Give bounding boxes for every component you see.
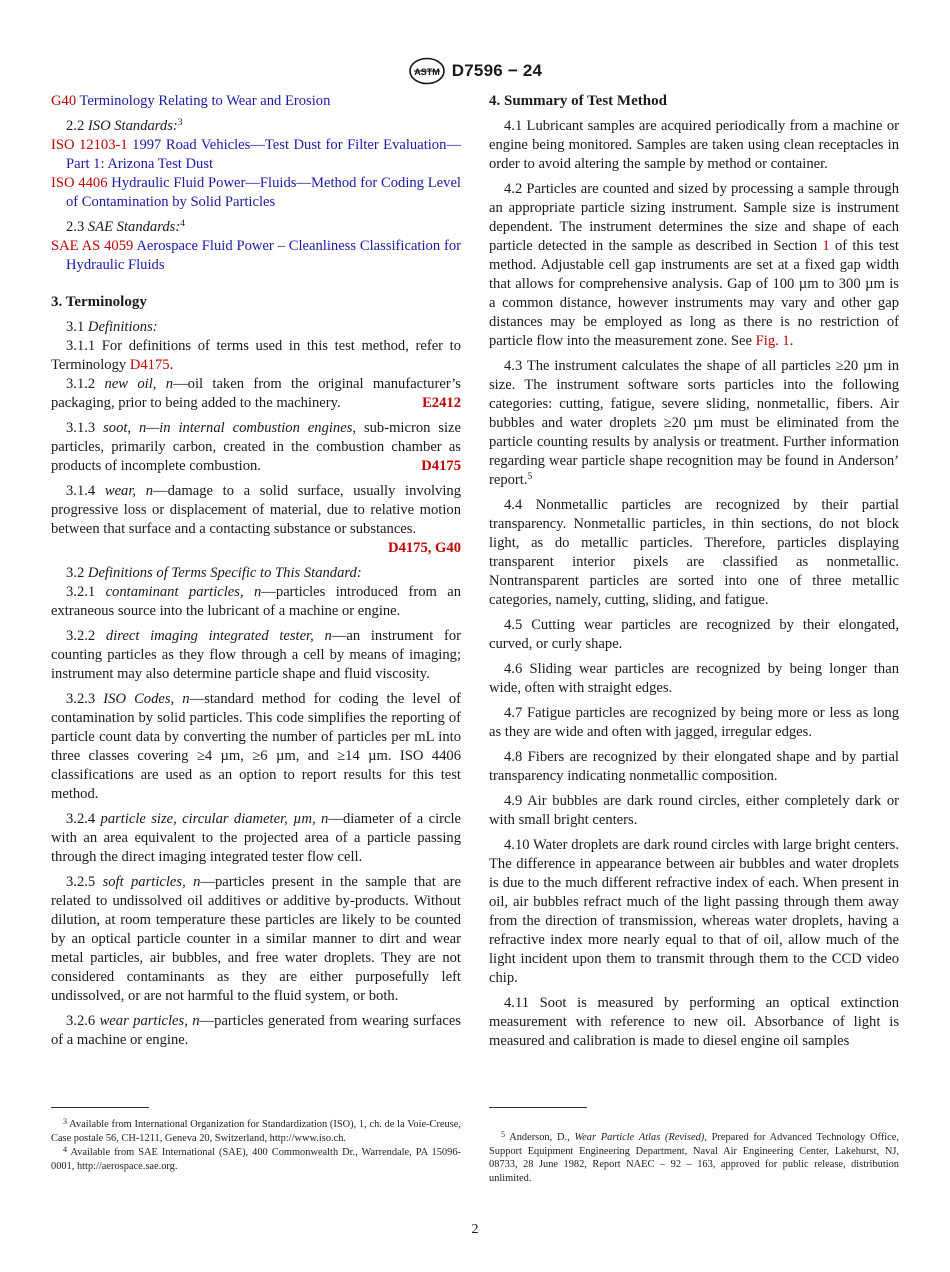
para-4-2: 4.2 Particles are counted and sized by processing a sample through an appropriate particle sizing instrument. Sample size is instrument dependent. The instrument determines the size and shape of each particle detected in the sample as described in Section 1 of this test method. Adjustable cell gap instruments are set at a fixed gap width that allows for comprehensive analysis. Gap of 100 µm to 300 µm is a common distance, however instruments may vary and other gap distances may be employed as long as there is no restriction of particle flow into the measurement zone. See Fig. 1. [489, 181, 899, 349]
footnote-3: $^3$ Available from International Organization for Standardization (ISO), 1, ch. de la Voie-Creuse, Case postale 56, CH-1211, Geneva 20, Switzerland, http://www.iso.ch. [51, 1117, 461, 1144]
para-3-1: 3.1 Definitions: [66, 319, 158, 335]
link-section-1[interactable]: 1 [822, 238, 830, 254]
source-d4175-g40[interactable]: D4175, G40 [388, 540, 461, 556]
para-4-8: 4.8 Fibers are recognized by their elongated shape and by partial transparency indicating nonmetallic composition. [489, 749, 899, 784]
para-3-1-3: 3.1.3 soot, n—in internal combustion engines, sub-micron size particles, primarily carbon, created in the combustion chamber as products of incomplete combustion. D4175 [51, 420, 461, 474]
para-4-1: 4.1 Lubricant samples are acquired periodically from a machine or engine being monitored. Samples are taken using clean receptacles in order to avoid altering the sample by method or container. [489, 118, 899, 172]
para-4-7: 4.7 Fatigue particles are recognized by being more or less as long as they are wide and often with jagged, irregular edges. [489, 705, 899, 740]
document-number: D7596 − 24 [451, 61, 543, 80]
link-d4175[interactable]: D4175 [129, 357, 170, 373]
para-3-2-2: 3.2.2 direct imaging integrated tester, n—an instrument for counting particles as they flow through a cell by means of imaging; instrument may also determine particle shape and fluid viscosity. [51, 628, 461, 682]
para-4-9: 4.9 Air bubbles are dark round circles, either completely dark or with small bright centers. [489, 793, 899, 828]
reference-iso-12103-1[interactable]: ISO 12103-1 1997 Road Vehicles—Test Dust for Filter Evaluation—Part 1: Arizona Test Dust [51, 137, 461, 172]
para-3-2-4: 3.2.4 particle size, circular diameter, µm, n—diameter of a circle with an area equivalent to the projected area of a particle passing through the direct imaging integrated tester flow cell. [51, 811, 461, 865]
sae-standards-heading: 2.3 SAE Standards:$^4$ [66, 219, 185, 235]
source-d4175[interactable]: D4175 [421, 458, 461, 474]
footnote-5: $^5$ Anderson, D., Wear Particle Atlas (Revised), Prepared for Advanced Technology Office, Support Equipment Engineering Department, Naval Air Engineering Center, Lakehurst, NJ, 08733, 28 June 1982, Report NAEC – 92 – 163, approved for public release, distribution unlimited. [489, 1130, 899, 1184]
reference-iso-4406[interactable]: ISO 4406 Hydraulic Fluid Power—Fluids—Method for Coding Level of Contamination by Solid Particles [51, 175, 461, 210]
para-3-2: 3.2 Definitions of Terms Specific to This Standard: [66, 565, 362, 581]
para-3-1-4: 3.1.4 wear, n—damage to a solid surface, usually involving progressive loss or displacement of material, due to relative motion between that surface and a contacting substance or substances. D4175, G40 [51, 483, 461, 556]
reference-sae-as-4059[interactable]: SAE AS 4059 Aerospace Fluid Power – Cleanliness Classification for Hydraulic Fluids [51, 238, 461, 273]
link-fig-1[interactable]: Fig. 1 [755, 333, 790, 349]
reference-g40[interactable]: G40 Terminology Relating to Wear and Erosion [51, 93, 331, 109]
para-4-5: 4.5 Cutting wear particles are recognized by their elongated, curved, or curly shape. [489, 617, 899, 652]
para-3-2-1: 3.2.1 contaminant particles, n—particles introduced from an extraneous source into the lubricant of a machine or engine. [51, 584, 461, 619]
footnotes-left [51, 1118, 461, 1174]
para-3-1-1: 3.1.1 For definitions of terms used in this test method, refer to Terminology D4175. [51, 338, 461, 373]
footnote-rule-left [51, 1107, 149, 1108]
footnote-4: $^4$ Available from SAE International (SAE), 400 Commonwealth Dr., Warrendale, PA 15096-0001, http://aerospace.sae.org. [51, 1145, 461, 1172]
right-column [489, 92, 899, 1057]
para-4-10: 4.10 Water droplets are dark round circles with large bright centers. The difference in appearance between air bubbles and water droplets is due to the much different refractive index of each. When present in oil, air bubbles refract much of the light passing through them away from the direction of transmission, whereas water droplets, having a refractive index more nearly equal to that of oil, allow much of the light incident upon them to transmit through them to the CCD video chip. [489, 837, 899, 986]
para-4-3: 4.3 The instrument calculates the shape of all particles ≥20 µm in size. The instrument software sorts particles into the following categories: cutting, fatigue, severe sliding, nonmetallic, fibers. Air bubbles and water droplets ≥20 µm must be eliminated from the particle counting results by analysis or treatment. Further information regarding wear particle shape recognition may be found in Anderson’ report.$^5$ [489, 358, 899, 488]
svg-text:ASTM: ASTM [414, 67, 440, 77]
para-3-2-3: 3.2.3 ISO Codes, n—standard method for coding the level of contamination by solid particles. This code simplifies the reporting of particle count data by converting the number of particles per mL into three classes covering ≥4 µm, ≥6 µm, and ≥14 µm. ISO 4406 classifications are used as an option to report results for this test method. [51, 691, 461, 802]
page-number: 2 [471, 1222, 479, 1237]
source-e2412[interactable]: E2412 [422, 395, 461, 411]
para-3-2-5: 3.2.5 soft particles, n—particles present in the sample that are related to undissolved oil additives or additive by-products. Without dilution, at room temperature these particles are likely to be counted by an optical particle counter in a similar manner to dirt and wear metal particles, air bubbles, and free water droplets. They are not considered contaminants as they are either purposefully left undissolved, or are not harmful to the fluid system, or both. [51, 874, 461, 1004]
para-4-6: 4.6 Sliding wear particles are recognized by being longer than wide, often with straight edges. [489, 661, 899, 696]
para-3-1-2: 3.1.2 new oil, n—oil taken from the original manufacturer’s packaging, prior to being added to the machinery. E2412 [51, 376, 461, 411]
para-4-11: 4.11 Soot is measured by performing an optical extinction measurement with reference to new oil. Absorbance of light is measured and calibration is made to diesel engine oil samples [489, 995, 899, 1049]
iso-standards-heading: 2.2 ISO Standards:$^3$ [66, 118, 183, 134]
para-3-2-6: 3.2.6 wear particles, n—particles generated from wearing surfaces of a machine or engine. [51, 1013, 461, 1048]
left-column [51, 92, 461, 1056]
footnotes-right [489, 1131, 899, 1186]
page-header [0, 56, 950, 86]
para-4-4: 4.4 Nonmetallic particles are recognized by their partial transparency. Nonmetallic particles, in thin sections, do not block light, as do metallic particles. Therefore, particles displaying transparent interior pixels are classified as nonmetallic. Nontransparent particles are sorted into one of three metallic categories, namely, cutting, sliding, and fatigue. [489, 497, 899, 608]
astm-logo-icon [408, 57, 446, 85]
section-3-heading: 3. Terminology [51, 294, 147, 310]
footnote-rule-right [489, 1107, 587, 1108]
section-4-heading: 4. Summary of Test Method [489, 93, 667, 109]
